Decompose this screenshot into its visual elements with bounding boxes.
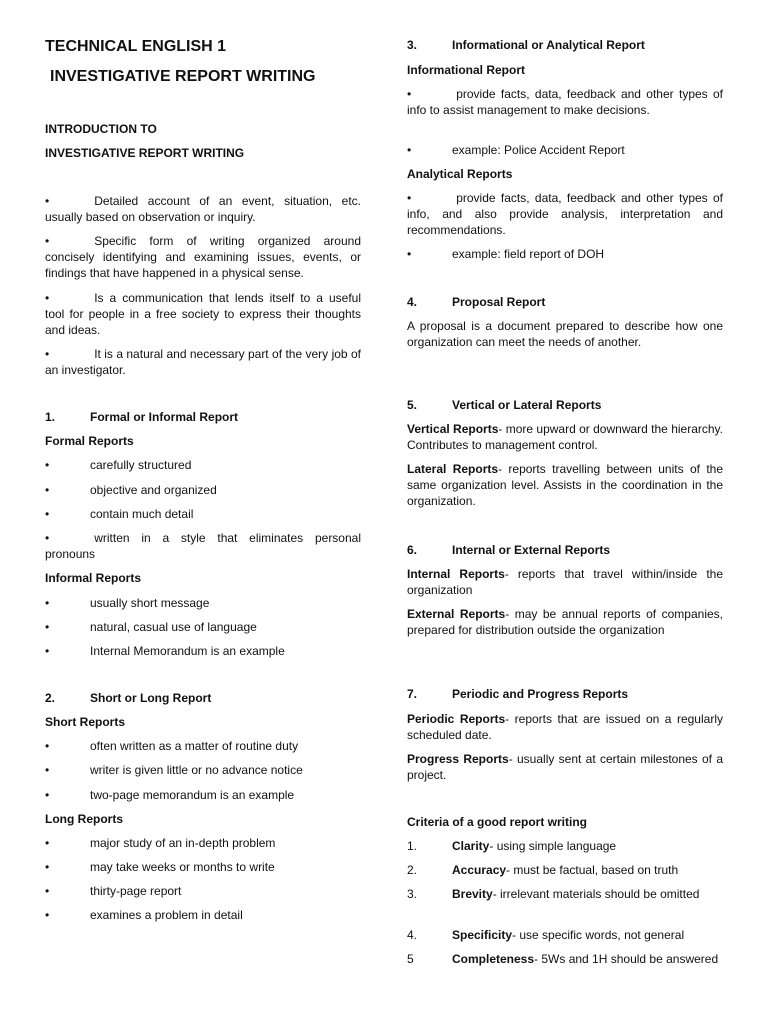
informational-report-heading: Informational Report — [407, 63, 526, 77]
analytical-reports-heading: Analytical Reports — [407, 167, 513, 181]
section-1-heading: 1. Formal or Informal Report — [45, 410, 239, 424]
bullet-icon: • — [45, 194, 50, 208]
short-reports-heading: Short Reports — [45, 715, 126, 729]
formal-reports-heading: Formal Reports — [45, 434, 134, 448]
bullet-icon: • — [45, 908, 50, 922]
criteria-heading: Criteria of a good report writing — [407, 815, 588, 829]
bullet-icon: • — [407, 191, 412, 205]
bullet-icon: • — [407, 87, 412, 101]
bullet-icon: • — [45, 483, 50, 497]
bullet-icon: • — [45, 884, 50, 898]
section-7-heading: 7. Periodic and Progress Reports — [407, 687, 629, 701]
internal-reports-text: Internal Reports- reports that travel within/inside the organization — [407, 567, 724, 597]
intro-bullet-3: • Is a communication that lends itself to a useful tool for people in a free society to express their thoughts and ideas. — [45, 291, 361, 337]
lateral-reports-text: Lateral Reports- reports travelling between units of the same organization level. Assists in the coordination in the organization. — [407, 462, 724, 508]
list-item: • two-page memorandum is an example — [45, 788, 295, 802]
external-reports-text: External Reports- may be annual reports of companies, prepared for distribution outside the organization — [407, 607, 723, 637]
bullet-icon: • — [45, 836, 50, 850]
section-2-heading: 2. Short or Long Report — [45, 691, 212, 705]
bullet-icon: • — [45, 739, 50, 753]
list-item: • usually short message — [45, 596, 210, 610]
proposal-text: A proposal is a document prepared to describe how one organization can meet the needs of another. — [407, 319, 723, 349]
intro-heading-line2: INVESTIGATIVE REPORT WRITING — [45, 146, 245, 160]
bullet-icon: • — [45, 347, 50, 361]
progress-reports-text: Progress Reports- usually sent at certain milestones of a project. — [407, 752, 723, 782]
list-item: • writer is given little or no advance notice — [45, 763, 303, 777]
criteria-item: 5 Completeness- 5Ws and 1H should be answered — [407, 952, 719, 966]
list-item: • written in a style that eliminates personal pronouns — [45, 531, 361, 561]
list-item: • examines a problem in detail — [45, 908, 243, 922]
bullet-icon: • — [45, 507, 50, 521]
vertical-reports-text: Vertical Reports- more upward or downward the hierarchy. Contributes to management control. — [407, 422, 724, 452]
section-5-heading: 5. Vertical or Lateral Reports — [407, 398, 602, 412]
list-item: • carefully structured — [45, 458, 192, 472]
bullet-icon: • — [45, 860, 50, 874]
bullet-icon: • — [45, 763, 50, 777]
list-item: • may take weeks or months to write — [45, 860, 275, 874]
list-item: • provide facts, data, feedback and other types of info, and also provide analysis, interpretation and recommendations. — [407, 191, 723, 237]
bullet-icon: • — [45, 234, 50, 248]
list-item: • often written as a matter of routine duty — [45, 739, 299, 753]
criteria-item: 2. Accuracy- must be factual, based on truth — [407, 863, 679, 877]
bullet-icon: • — [45, 788, 50, 802]
list-item: • provide facts, data, feedback and other types of info to assist management to make decisions. — [407, 87, 723, 117]
intro-heading-line1: INTRODUCTION TO — [45, 122, 157, 136]
criteria-item: 3. Brevity- irrelevant materials should be omitted — [407, 887, 700, 901]
section-6-heading: 6. Internal or External Reports — [407, 543, 611, 557]
criteria-item: 4. Specificity- use specific words, not general — [407, 928, 685, 942]
list-item: • natural, casual use of language — [45, 620, 257, 634]
list-item: • example: field report of DOH — [407, 247, 605, 261]
bullet-icon: • — [45, 291, 50, 305]
bullet-icon: • — [45, 531, 50, 545]
informal-reports-heading: Informal Reports — [45, 571, 142, 585]
bullet-icon: • — [45, 596, 50, 610]
list-item: • objective and organized — [45, 483, 217, 497]
list-item: • contain much detail — [45, 507, 194, 521]
intro-bullet-2: • Specific form of writing organized around concisely identifying and examining issues, events, or findings that have happened in a physical sense. — [45, 234, 361, 280]
intro-bullet-1: • Detailed account of an event, situation, etc. usually based on observation or inquiry. — [45, 194, 361, 224]
document-subtitle: INVESTIGATIVE REPORT WRITING — [50, 68, 316, 85]
list-item: • example: Police Accident Report — [407, 143, 625, 157]
intro-bullet-4: • It is a natural and necessary part of the very job of an investigator. — [45, 347, 361, 377]
bullet-icon: • — [45, 620, 50, 634]
list-item: • major study of an in-depth problem — [45, 836, 276, 850]
document-title: TECHNICAL ENGLISH 1 — [45, 38, 227, 55]
bullet-icon: • — [407, 143, 412, 157]
section-3-heading: 3. Informational or Analytical Report — [407, 38, 645, 52]
periodic-reports-text: Periodic Reports- reports that are issued on a regularly scheduled date. — [407, 712, 723, 742]
section-4-heading: 4. Proposal Report — [407, 295, 546, 309]
bullet-icon: • — [45, 458, 50, 472]
long-reports-heading: Long Reports — [45, 812, 123, 826]
bullet-icon: • — [407, 247, 412, 261]
list-item: • thirty-page report — [45, 884, 182, 898]
list-item: • Internal Memorandum is an example — [45, 644, 285, 658]
criteria-item: 1. Clarity- using simple language — [407, 839, 617, 853]
bullet-icon: • — [45, 644, 50, 658]
